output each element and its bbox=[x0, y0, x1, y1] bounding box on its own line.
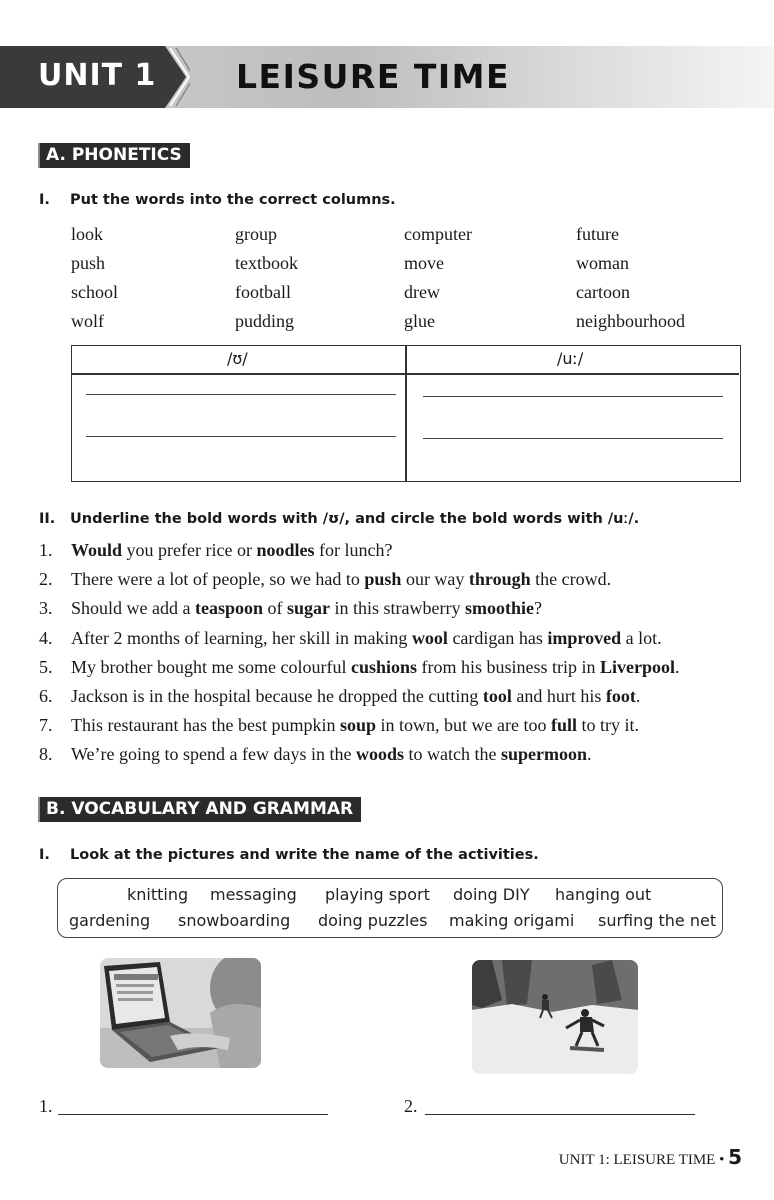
sentence-number: 5. bbox=[39, 656, 53, 677]
exercise-b1-instruction bbox=[39, 847, 739, 867]
sentence-text: This restaurant has the best pumpkin bbox=[71, 715, 340, 736]
bold-target-word[interactable]: foot bbox=[605, 686, 636, 706]
word-bank-item: playing sport bbox=[325, 885, 430, 904]
word-bank-item: gardening bbox=[69, 911, 151, 930]
column-divider bbox=[405, 346, 407, 481]
section-a-tag: A. PHONETICS bbox=[38, 143, 190, 168]
word-bank-item: surfing the net bbox=[598, 911, 717, 930]
sentence-line bbox=[39, 715, 639, 736]
sentence-text: from his business trip in bbox=[417, 656, 600, 677]
sentence-text: . bbox=[675, 656, 680, 677]
sound-table bbox=[71, 345, 741, 482]
sentence-number: 6. bbox=[39, 686, 53, 706]
bold-target-word[interactable]: woods bbox=[355, 744, 404, 765]
sentence-text: . bbox=[635, 686, 641, 706]
bold-target-word[interactable]: supermoon bbox=[500, 744, 587, 765]
sentence-number: 7. bbox=[39, 715, 53, 736]
instruction-text: Look at the pictures and write the name of the activities. bbox=[70, 847, 539, 863]
unit-number: UNIT 1 bbox=[38, 58, 157, 93]
sentence-line bbox=[39, 744, 591, 765]
sentence-text: Should we add a bbox=[71, 598, 195, 619]
answer-number: 2. bbox=[404, 1096, 418, 1116]
sentence-text: you prefer rice or bbox=[122, 540, 257, 560]
footer-unit-label: UNIT 1: LEISURE TIME • bbox=[558, 1152, 725, 1168]
bold-target-word[interactable]: push bbox=[364, 569, 402, 590]
sentence-line bbox=[39, 657, 680, 678]
sentence-line bbox=[39, 686, 640, 707]
sentence-text: My brother bought me some colourful bbox=[71, 656, 351, 677]
header-divider bbox=[72, 373, 739, 375]
sentence-text: There were a lot of people, so we had to bbox=[71, 569, 365, 590]
page-footer bbox=[559, 1145, 742, 1169]
exercise-number: II. bbox=[39, 511, 56, 527]
word-item: look bbox=[71, 224, 104, 244]
snowboarding-photo bbox=[472, 960, 638, 1074]
bold-target-word[interactable]: noodles bbox=[256, 540, 315, 560]
section-b-tag: B. VOCABULARY AND GRAMMAR bbox=[38, 797, 361, 822]
word-item: school bbox=[71, 282, 118, 302]
answer-number: 1. bbox=[39, 1096, 53, 1116]
bold-target-word[interactable]: teaspoon bbox=[194, 598, 263, 619]
sentence-number: 1. bbox=[39, 540, 53, 560]
answer-line[interactable] bbox=[423, 396, 723, 397]
bold-target-word[interactable]: soup bbox=[339, 715, 376, 736]
sentence-text: After 2 months of learning, her skill in making bbox=[71, 627, 412, 648]
sentence-number: 4. bbox=[39, 627, 53, 648]
header-short-u: /ʊ/ bbox=[227, 349, 248, 368]
sentence-text: a lot. bbox=[621, 627, 662, 648]
word-item: textbook bbox=[235, 253, 298, 273]
word-item: glue bbox=[404, 311, 435, 331]
sentence-text: our way bbox=[401, 569, 469, 590]
answer-2[interactable] bbox=[404, 1096, 696, 1120]
word-item: move bbox=[404, 253, 444, 273]
word-item: cartoon bbox=[576, 282, 630, 302]
sentence-text: We’re going to spend a few days in the bbox=[71, 744, 356, 765]
word-item: group bbox=[235, 224, 277, 244]
word-item: pudding bbox=[235, 311, 295, 331]
bold-target-word[interactable]: full bbox=[550, 715, 577, 736]
word-bank-item: doing puzzles bbox=[318, 911, 428, 930]
laptop-photo bbox=[100, 958, 261, 1068]
bold-target-word[interactable]: sugar bbox=[287, 598, 331, 619]
word-item: wolf bbox=[71, 311, 104, 331]
sentence-text: the crowd. bbox=[530, 569, 612, 590]
answer-rule[interactable] bbox=[58, 1114, 328, 1115]
word-bank-box bbox=[57, 878, 723, 938]
sentence-text: and hurt his bbox=[511, 686, 606, 706]
word-item: future bbox=[576, 224, 619, 244]
word-bank-item: messaging bbox=[210, 885, 297, 904]
sentence-text: . bbox=[586, 744, 592, 765]
word-item: woman bbox=[576, 253, 629, 273]
word-item: football bbox=[235, 282, 291, 302]
exercise-a1-instruction bbox=[39, 192, 739, 212]
bold-target-word[interactable]: improved bbox=[547, 627, 622, 648]
instruction-text: Underline the bold words with /ʊ/, and circle the bold words with /uː/. bbox=[70, 511, 640, 527]
sentence-line bbox=[39, 569, 611, 590]
instruction-text: Put the words into the correct columns. bbox=[70, 192, 396, 208]
answer-line[interactable] bbox=[86, 394, 396, 395]
exercise-a2-instruction bbox=[39, 511, 739, 531]
word-bank-item: knitting bbox=[127, 885, 189, 904]
sentence-text: for lunch? bbox=[314, 540, 393, 560]
sentence-text: in this strawberry bbox=[330, 598, 465, 619]
sentence-number: 3. bbox=[39, 598, 53, 619]
sentence-text: of bbox=[263, 598, 287, 619]
header-long-u: /uː/ bbox=[557, 349, 584, 368]
bold-target-word[interactable]: tool bbox=[482, 686, 512, 706]
word-bank-item: making origami bbox=[449, 911, 575, 930]
word-bank-item: hanging out bbox=[555, 885, 652, 904]
exercise-number: I. bbox=[39, 192, 50, 208]
unit-label bbox=[0, 46, 190, 108]
word-item: computer bbox=[404, 224, 472, 244]
sentence-text: ? bbox=[534, 598, 542, 619]
answer-1[interactable] bbox=[39, 1096, 329, 1120]
sentence-line bbox=[39, 540, 392, 561]
page-number: 5 bbox=[728, 1145, 742, 1169]
sentence-text: in town, but we are too bbox=[375, 715, 551, 736]
exercise-number: I. bbox=[39, 847, 50, 863]
bold-target-word[interactable]: smoothie bbox=[465, 598, 534, 619]
sentence-number: 2. bbox=[39, 569, 53, 590]
unit-title: LEISURE TIME bbox=[236, 57, 511, 96]
bold-target-word[interactable]: through bbox=[468, 569, 531, 590]
answer-line[interactable] bbox=[86, 436, 396, 437]
answer-rule[interactable] bbox=[425, 1114, 695, 1115]
sentence-number: 8. bbox=[39, 744, 53, 765]
word-item: neighbourhood bbox=[576, 311, 685, 331]
answer-line[interactable] bbox=[423, 438, 723, 439]
sentence-line bbox=[39, 598, 542, 619]
unit-banner bbox=[0, 46, 774, 108]
word-item: push bbox=[71, 253, 106, 273]
sentence-text: cardigan has bbox=[447, 627, 548, 648]
sentence-line bbox=[39, 628, 662, 649]
word-item: drew bbox=[404, 282, 440, 302]
word-bank-item: doing DIY bbox=[453, 885, 530, 904]
sentence-text: Jackson is in the hospital because he dropped the cutting bbox=[71, 686, 483, 706]
bold-target-word[interactable]: Would bbox=[71, 540, 123, 560]
sentence-text: to watch the bbox=[403, 744, 501, 765]
bold-target-word[interactable]: wool bbox=[411, 627, 448, 648]
word-bank-item: snowboarding bbox=[178, 911, 291, 930]
bold-target-word[interactable]: cushions bbox=[350, 656, 417, 677]
sentence-text: to try it. bbox=[576, 715, 639, 736]
bold-target-word[interactable]: Liverpool bbox=[600, 656, 675, 677]
